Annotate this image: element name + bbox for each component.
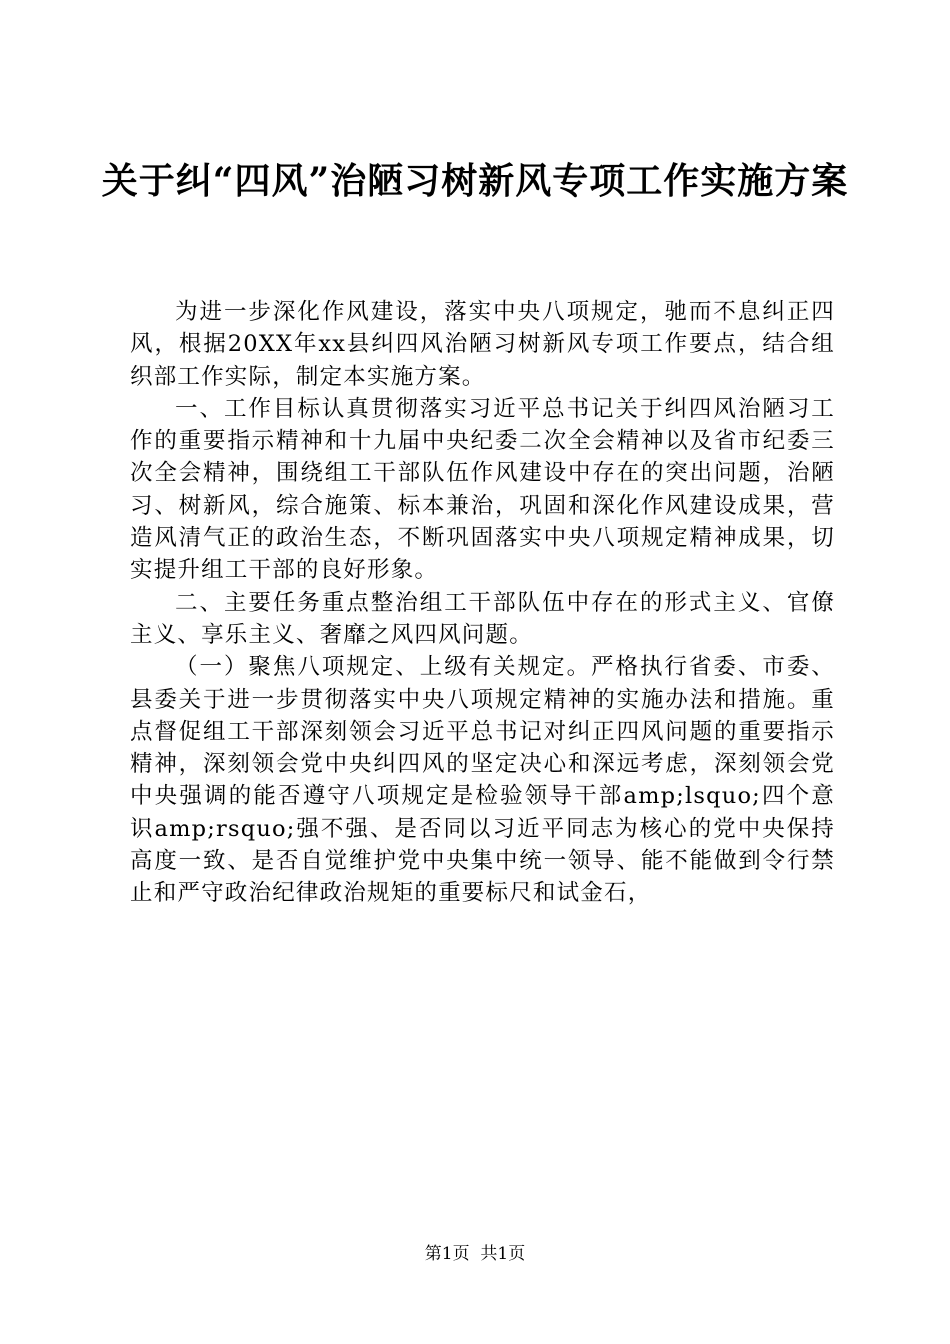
page-footer: [0, 1243, 950, 1265]
paragraph-eight-rules: （一）聚焦八项规定、上级有关规定。严格执行省委、市委、县委关于进一步贯彻落实中央八项规定精神的实施办法和措施。重点督促组工干部深刻领会习近平总书记对纠正四风问题的重要指示精神，深刻领会党中央纠四风的坚定决心和深远考虑，深刻领会党中央强调的能否遵守八项规定是检验领导干部amp;lsquo;四个意识amp;rsquo;强不强、是否同以习近平同志为核心的党中央保持高度一致、是否自觉维护党中央集中统一领导、能不能做到令行禁止和严守政治纪律政治规矩的重要标尺和试金石，: [130, 654, 835, 907]
document-body: [130, 296, 835, 910]
page-number: 第1页 共1页: [424, 1244, 526, 1264]
paragraph-work-goal: 一、工作目标认真贯彻落实习近平总书记关于纠四风治陋习工作的重要指示精神和十九届中央纪委二次全会精神以及省市纪委三次全会精神，围绕组工干部队伍作风建设中存在的突出问题，治陋习、树新风，综合施策、标本兼治，巩固和深化作风建设成果，营造风清气正的政治生态，不断巩固落实中央八项规定精神成果，切实提升组工干部的良好形象。: [130, 395, 835, 584]
paragraph-intro: 为进一步深化作风建设，落实中央八项规定，驰而不息纠正四风，根据20XX年xx县纠四风治陋习树新风专项工作要点，结合组织部工作实际，制定本实施方案。: [130, 299, 835, 390]
paragraph-main-tasks: 二、主要任务重点整治组工干部队伍中存在的形式主义、官僚主义、享乐主义、奢靡之风四风问题。: [130, 589, 835, 648]
document-title: 关于纠“四风”治陋习树新风专项工作实施方案: [101, 160, 849, 202]
